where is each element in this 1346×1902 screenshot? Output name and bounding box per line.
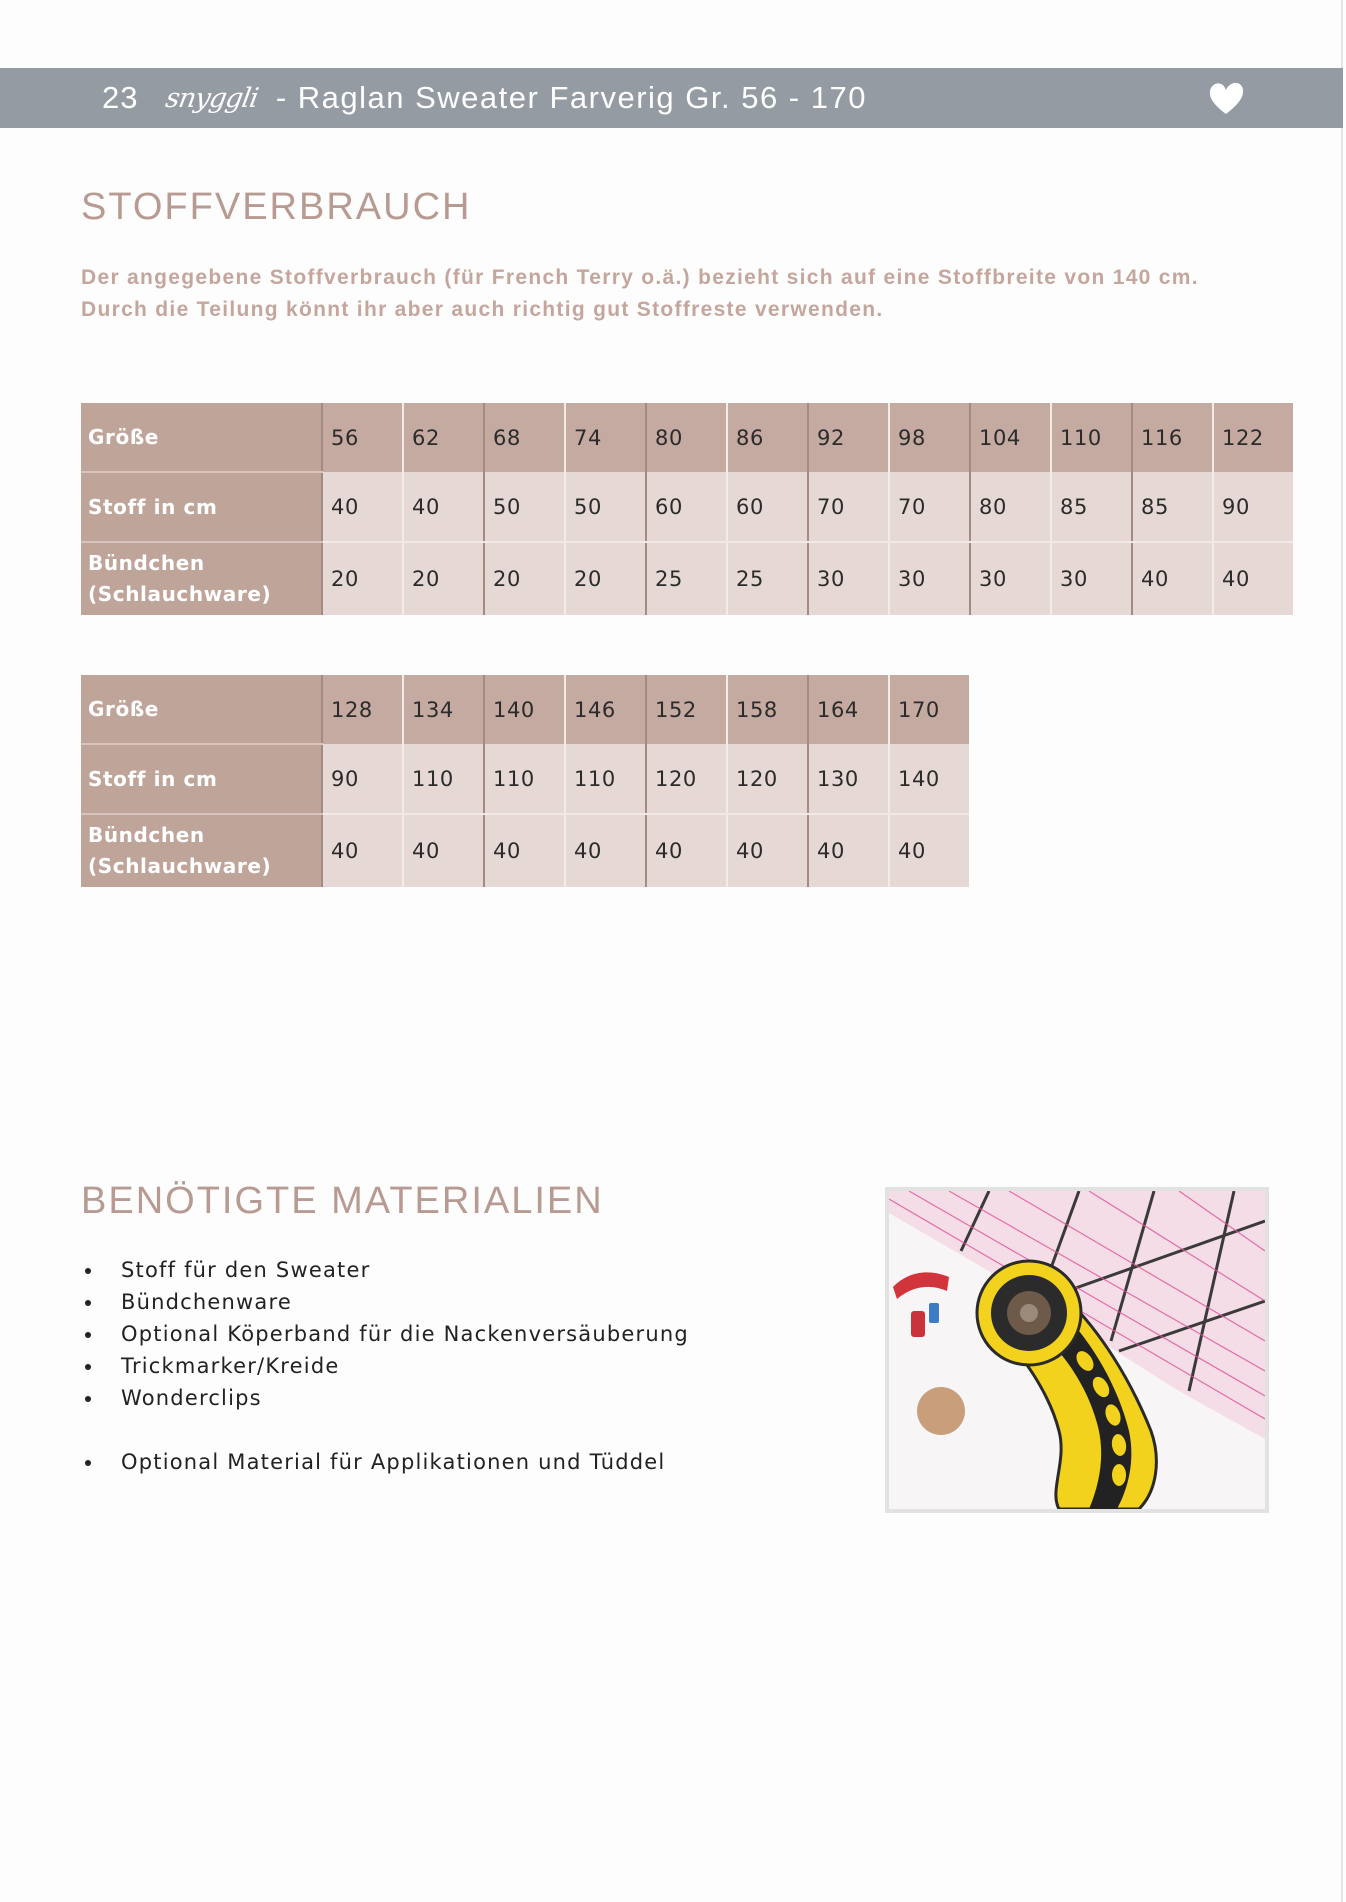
page-header bbox=[0, 68, 1343, 128]
size-row bbox=[81, 403, 1293, 472]
list-item: Bündchenware bbox=[81, 1286, 689, 1318]
fabric-cell: 90 bbox=[1213, 472, 1293, 542]
list-item: Wonderclips bbox=[81, 1382, 689, 1414]
size-cell: 74 bbox=[565, 403, 646, 472]
fabric-cell: 110 bbox=[565, 744, 646, 814]
fabric-cell: 70 bbox=[889, 472, 970, 542]
cuff-cell: 40 bbox=[1213, 542, 1293, 615]
fabric-table-1 bbox=[81, 403, 1293, 615]
fabric-cell: 110 bbox=[484, 744, 565, 814]
row-label-size: Größe bbox=[81, 403, 322, 472]
cuff-cell: 25 bbox=[646, 542, 727, 615]
fabric-cell: 140 bbox=[889, 744, 969, 814]
row-label-size: Größe bbox=[81, 675, 322, 744]
cuff-cell: 20 bbox=[484, 542, 565, 615]
cuff-cell: 40 bbox=[565, 814, 646, 887]
fabric-cell: 85 bbox=[1132, 472, 1213, 542]
size-cell: 110 bbox=[1051, 403, 1132, 472]
fabric-cell: 120 bbox=[646, 744, 727, 814]
size-cell: 134 bbox=[403, 675, 484, 744]
fabric-intro-line1: Der angegebene Stoffverbrauch (für French Terry o.ä.) bezieht sich auf eine Stoffbreite von 140 cm. bbox=[81, 266, 1199, 289]
fabric-cell: 50 bbox=[565, 472, 646, 542]
size-cell: 68 bbox=[484, 403, 565, 472]
fabric-row bbox=[81, 472, 1293, 542]
cuff-cell: 20 bbox=[565, 542, 646, 615]
row-label-fabric: Stoff in cm bbox=[81, 472, 322, 542]
cuff-cell: 40 bbox=[889, 814, 969, 887]
size-cell: 104 bbox=[970, 403, 1051, 472]
rotary-cutter-illustration bbox=[889, 1191, 1265, 1509]
size-row bbox=[81, 675, 969, 744]
size-cell: 170 bbox=[889, 675, 969, 744]
fabric-cell: 85 bbox=[1051, 472, 1132, 542]
size-cell: 80 bbox=[646, 403, 727, 472]
size-cell: 158 bbox=[727, 675, 808, 744]
cuff-cell: 40 bbox=[808, 814, 889, 887]
fabric-intro bbox=[81, 262, 1264, 326]
brand-logo: snyggli bbox=[163, 82, 261, 114]
size-cell: 86 bbox=[727, 403, 808, 472]
size-cell: 56 bbox=[322, 403, 403, 472]
size-cell: 140 bbox=[484, 675, 565, 744]
cuff-cell: 30 bbox=[808, 542, 889, 615]
fabric-cell: 50 bbox=[484, 472, 565, 542]
list-item: Optional Köperband für die Nackenversäuberung bbox=[81, 1318, 689, 1350]
materials-heading: BENÖTIGTE MATERIALIEN bbox=[81, 1180, 604, 1222]
cuff-cell: 40 bbox=[727, 814, 808, 887]
cuff-row bbox=[81, 814, 969, 887]
cuff-cell: 40 bbox=[403, 814, 484, 887]
cuff-cell: 40 bbox=[646, 814, 727, 887]
size-cell: 164 bbox=[808, 675, 889, 744]
cuff-cell: 30 bbox=[1051, 542, 1132, 615]
heart-icon bbox=[1206, 80, 1246, 116]
fabric-cell: 40 bbox=[322, 472, 403, 542]
list-item: Optional Material für Applikationen und Tüddel bbox=[81, 1446, 689, 1478]
fabric-cell: 60 bbox=[727, 472, 808, 542]
fabric-cell: 40 bbox=[403, 472, 484, 542]
fabric-cell: 80 bbox=[970, 472, 1051, 542]
cuff-cell: 25 bbox=[727, 542, 808, 615]
list-item: Trickmarker/Kreide bbox=[81, 1350, 689, 1382]
list-item: Stoff für den Sweater bbox=[81, 1254, 689, 1286]
materials-list bbox=[81, 1254, 689, 1478]
rotary-cutter-photo bbox=[885, 1187, 1269, 1513]
fabric-cell: 70 bbox=[808, 472, 889, 542]
size-cell: 152 bbox=[646, 675, 727, 744]
page-edge-rule bbox=[1341, 0, 1343, 1902]
fabric-cell: 130 bbox=[808, 744, 889, 814]
fabric-cell: 120 bbox=[727, 744, 808, 814]
size-cell: 146 bbox=[565, 675, 646, 744]
cuff-cell: 20 bbox=[322, 542, 403, 615]
cuff-cell: 40 bbox=[322, 814, 403, 887]
size-cell: 128 bbox=[322, 675, 403, 744]
size-cell: 62 bbox=[403, 403, 484, 472]
cuff-cell: 30 bbox=[889, 542, 970, 615]
row-label-cuff: Bündchen (Schlauchware) bbox=[81, 814, 322, 887]
size-cell: 116 bbox=[1132, 403, 1213, 472]
cuff-cell: 20 bbox=[403, 542, 484, 615]
size-cell: 122 bbox=[1213, 403, 1293, 472]
fabric-cell: 90 bbox=[322, 744, 403, 814]
row-label-cuff: Bündchen (Schlauchware) bbox=[81, 542, 322, 615]
fabric-cell: 60 bbox=[646, 472, 727, 542]
document-title: - Raglan Sweater Farverig Gr. 56 - 170 bbox=[275, 80, 867, 115]
size-cell: 92 bbox=[808, 403, 889, 472]
cuff-row bbox=[81, 542, 1293, 615]
fabric-intro-line2: Durch die Teilung könnt ihr aber auch richtig gut Stoffreste verwenden. bbox=[81, 298, 884, 321]
cuff-cell: 40 bbox=[1132, 542, 1213, 615]
row-label-fabric: Stoff in cm bbox=[81, 744, 322, 814]
cuff-cell: 30 bbox=[970, 542, 1051, 615]
size-cell: 98 bbox=[889, 403, 970, 472]
cuff-cell: 40 bbox=[484, 814, 565, 887]
fabric-row bbox=[81, 744, 969, 814]
page-number: 23 bbox=[102, 80, 139, 115]
fabric-cell: 110 bbox=[403, 744, 484, 814]
fabric-table-2 bbox=[81, 675, 969, 887]
fabric-heading: STOFFVERBRAUCH bbox=[81, 186, 472, 228]
